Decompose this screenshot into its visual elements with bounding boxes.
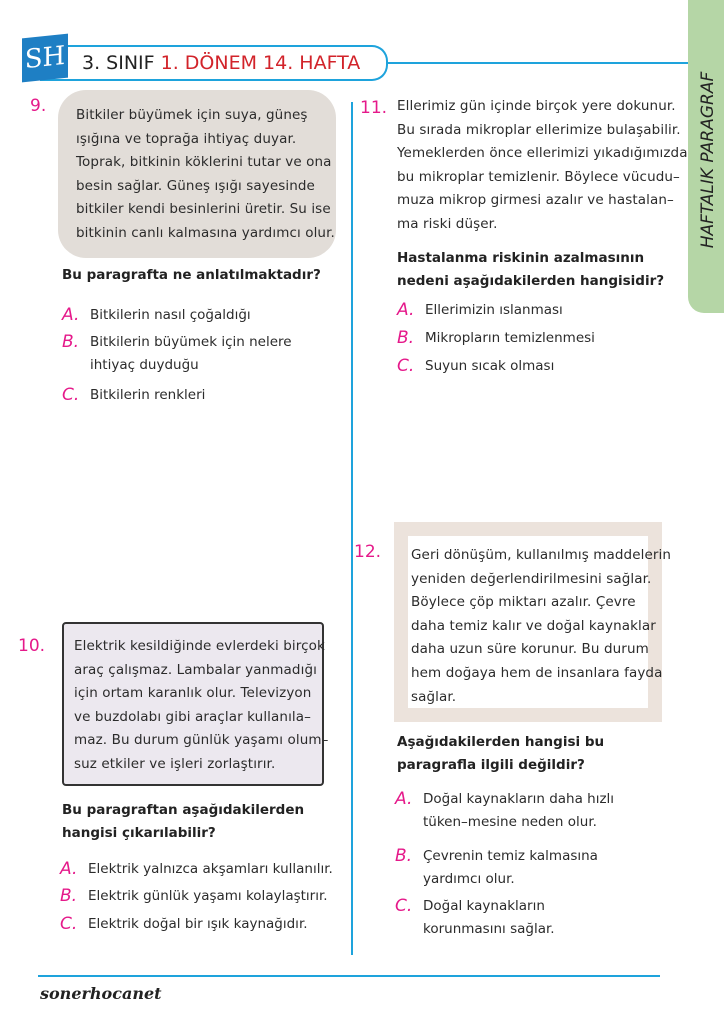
passage-text: Bitkiler büyümek için suya, güneş ışığına ve toprağa ihtiyaç duyar. Toprak, bitkinin köklerini tutar ve ona besin sağlar. Güneş ışığı sayesinde bitkiler kendi besinlerini üretir. Su ise bitkinin canlı kalmasına yardımcı olur. — [76, 107, 335, 241]
logo: SH — [22, 34, 68, 83]
header-line — [388, 62, 688, 64]
question-prompt: Hastalanma riskinin azalmasının nedeni aşağıdakilerden hangisidir? — [397, 250, 665, 289]
question-number: 11. — [360, 98, 388, 118]
header-title — [82, 50, 360, 76]
options — [62, 304, 342, 407]
option-c[interactable]: C. Suyun sıcak olması — [397, 356, 555, 376]
question-prompt: Bu paragrafta ne anlatılmaktadır? — [62, 267, 321, 283]
option-b[interactable]: B. Elektrik günlük yaşamı kolaylaştırır. — [60, 886, 328, 906]
option-b[interactable]: B. Çevrenin temiz kalmasına yardımcı olur. — [395, 846, 598, 887]
side-tab — [688, 0, 724, 313]
question-prompt: Bu paragraftan aşağıdakilerden hangisi çıkarılabilir? — [62, 802, 305, 841]
option-a[interactable]: A. Doğal kaynakların daha hızlı tüken–mesine neden olur. — [395, 789, 615, 830]
passage-text: Elektrik kesildiğinde evlerdeki birçok araç çalışmaz. Lambalar yanmadığı için ortam karanlık olur. Televizyon ve buzdolabı gibi araçlar kullanıla– maz. Bu durum günlük yaşamı olum– suz etkiler ve işleri zorlaştırır. — [74, 638, 329, 772]
option-a[interactable]: A. Ellerimizin ıslanması — [397, 300, 563, 320]
option-a[interactable]: A. Elektrik yalnızca akşamları kullanılır. — [60, 859, 333, 879]
option-b[interactable]: B. Mikropların temizlenmesi — [397, 328, 595, 348]
question-number: 12. — [354, 542, 382, 562]
option-c[interactable]: C. Bitkilerin renkleri — [62, 385, 206, 405]
passage-text: Geri dönüşüm, kullanılmış maddelerin yeniden değerlendirilmesini sağlar. Böylece çöp miktarı azalır. Çevre daha temiz kalır ve doğal kaynaklar daha uzun süre korunur. Bu durum hem doğaya hem de insanlara fayda sağlar. — [411, 547, 672, 705]
options — [60, 858, 350, 936]
footer-brand: sonerhocanet — [40, 984, 162, 1003]
question-number: 10. — [18, 636, 46, 656]
option-c[interactable]: C. Elektrik doğal bir ışık kaynağıdır. — [60, 914, 308, 934]
passage-text: Ellerimiz gün içinde birçok yere dokunur. Bu sırada mikroplar ellerimize bulaşabilir. Yemeklerden önce ellerimizi yıkadığımızda bu mikroplar temizlenir. Böylece vücudu– muza mikrop girmesi azalır ve hastalan– ma riski düşer. — [397, 98, 688, 232]
options — [397, 299, 677, 378]
grade-label: 3. SINIF — [82, 52, 155, 74]
option-a[interactable]: A. Bitkilerin nasıl çoğaldığı — [62, 305, 251, 325]
column-divider — [351, 102, 353, 955]
footer-line — [38, 975, 660, 977]
option-b[interactable]: B. Bitkilerin büyümek için nelere ihtiyaç duyduğu — [62, 332, 292, 373]
options — [395, 788, 675, 941]
question-number: 9. — [30, 96, 47, 116]
question-prompt: Aşağıdakilerden hangisi bu paragrafla ilgili değildir? — [397, 734, 605, 773]
side-tab-label: HAFTALIK PARAGRAF — [698, 71, 718, 249]
term-label: 1. DÖNEM 14. HAFTA — [160, 52, 361, 74]
option-c[interactable]: C. Doğal kaynakların korunmasını sağlar. — [395, 896, 555, 937]
